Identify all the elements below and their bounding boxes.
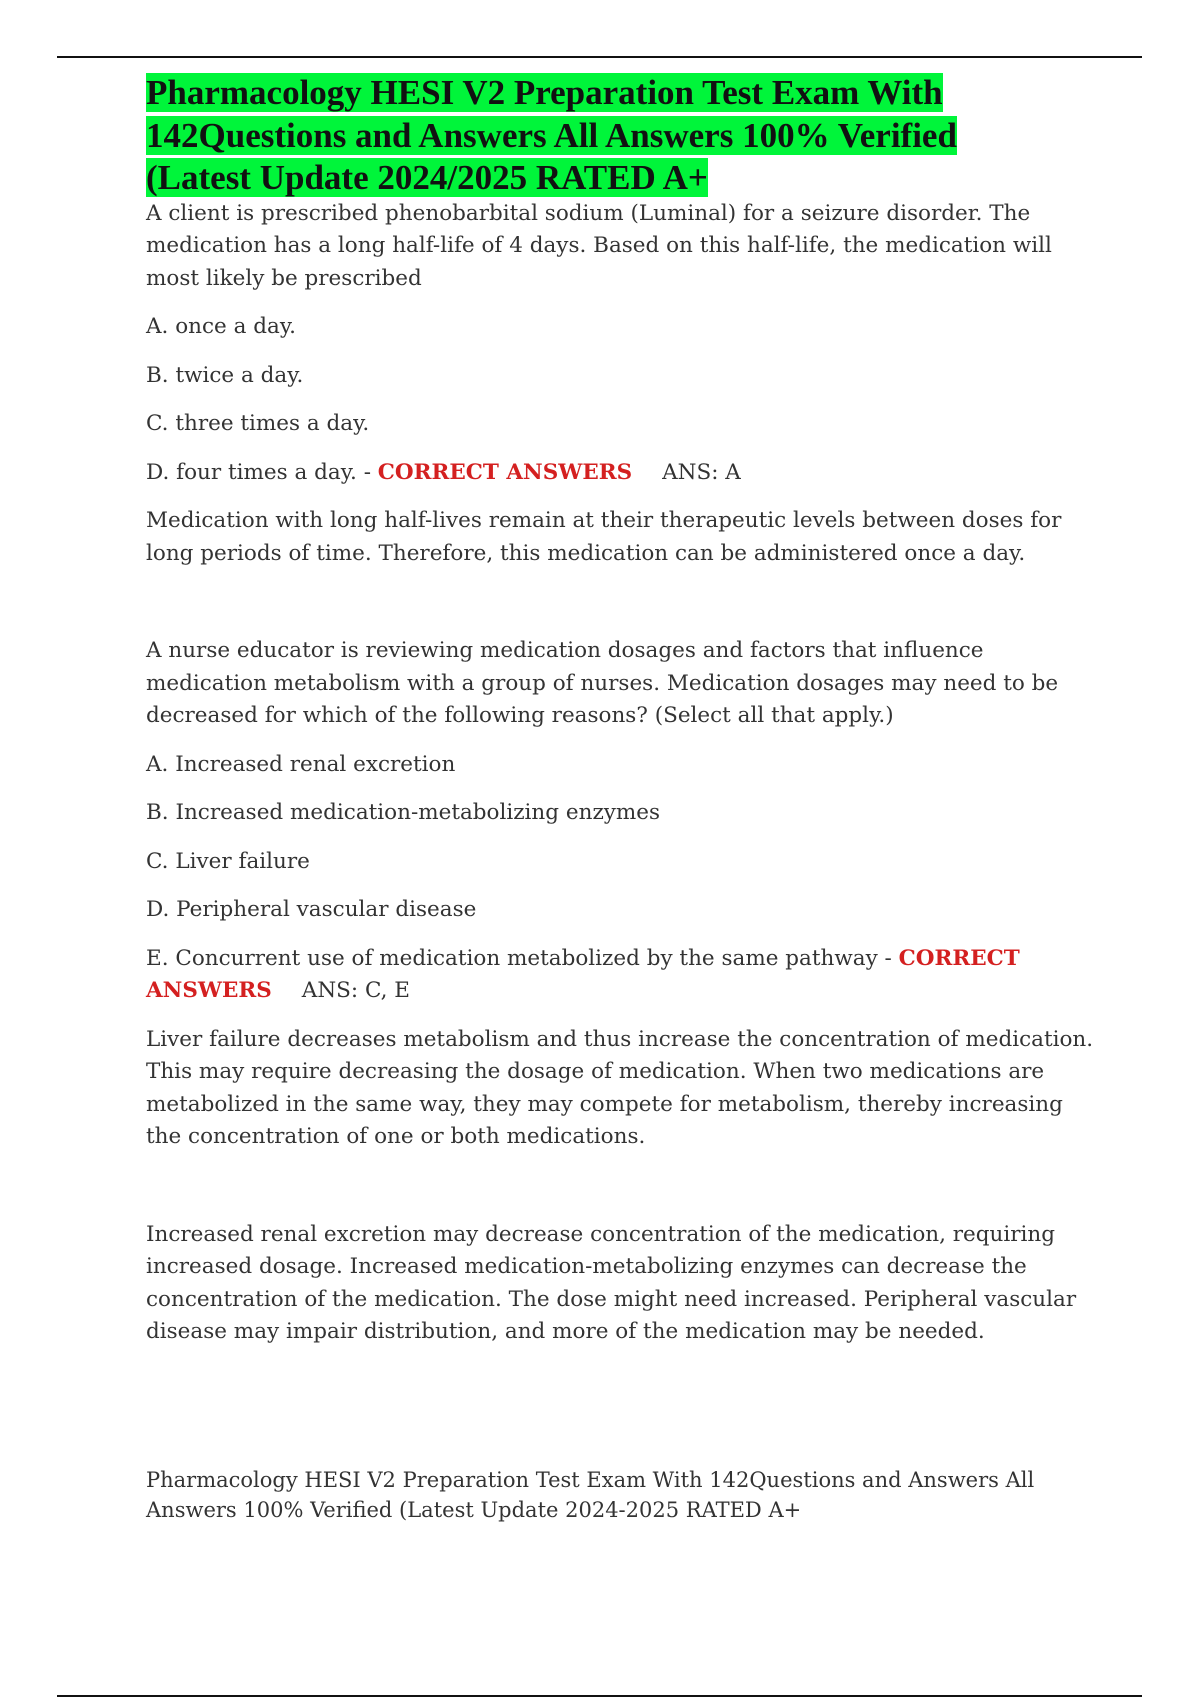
- document-title: [146, 72, 1096, 200]
- rationale: Medication with long half-lives remain at their therapeutic levels between doses for long periods of time. Therefore, this medication can be administered once a day.: [146, 508, 1062, 566]
- footer-text: Pharmacology HESI V2 Preparation Test Exam With 142Questions and Answers All Answers 100% Verified (Latest Update 2024-2025 RATED A+: [146, 1468, 1035, 1522]
- title-line-2: 142Questions and Answers All Answers 100% Verified: [146, 115, 957, 155]
- option-e: [146, 943, 1096, 1008]
- answer-key: ANS: C, E: [301, 978, 410, 1003]
- option-d: D. Peripheral vascular disease: [146, 897, 477, 922]
- option-a: A. once a day.: [146, 314, 296, 339]
- question-2: [146, 635, 1096, 1349]
- title-line-3: (Latest Update 2024/2025 RATED A+: [146, 158, 708, 197]
- page-footer: [146, 1465, 1096, 1525]
- answer-key: ANS: A: [662, 459, 741, 485]
- top-rule: [57, 56, 1142, 58]
- option-b: B. twice a day.: [146, 362, 304, 388]
- option-d: [146, 457, 1096, 490]
- option-c: C. three times a day.: [146, 411, 370, 436]
- question-1: [146, 198, 1096, 571]
- option-b: B. Increased medication-metabolizing enzymes: [146, 800, 661, 825]
- bottom-rule: [57, 1695, 1142, 1697]
- option-d-text: D. four times a day. -: [146, 459, 378, 485]
- rationale-2: Increased renal excretion may decrease concentration of the medication, requiring increased dosage. Increased medication-metabolizing enzymes can decrease the concentration of the medication. The dose might need increased. Peripheral vascular disease may impair distribution, and more of the medication may be needed.: [146, 1221, 1077, 1344]
- title-line-1: Pharmacology HESI V2 Preparation Test Exam With: [146, 73, 943, 112]
- rationale-1: Liver failure decreases metabolism and thus increase the concentration of medication. This may require decreasing the dosage of medication. When two medications are metabolized in the same way, they may compete for metabolism, thereby increasing the concentration of one or both medications.: [146, 1026, 1094, 1149]
- document-body: [146, 72, 1096, 1349]
- question-stem: A client is prescribed phenobarbital sodium (Luminal) for a seizure disorder. The medication has a long half-life of 4 days. Based on this half-life, the medication will most likely be prescribed: [146, 200, 1052, 291]
- option-a: A. Increased renal excretion: [146, 751, 456, 777]
- option-c: C. Liver failure: [146, 848, 310, 874]
- correct-answers-label: CORRECT ANSWERS: [146, 945, 1020, 1003]
- option-e-text: E. Concurrent use of medication metabolized by the same pathway -: [146, 945, 899, 971]
- correct-answers-label: CORRECT ANSWERS: [377, 459, 633, 485]
- question-stem: A nurse educator is reviewing medication dosages and factors that influence medication metabolism with a group of nurses. Medication dosages may need to be decreased for which of the following reasons? (Select all that apply.): [146, 638, 1059, 728]
